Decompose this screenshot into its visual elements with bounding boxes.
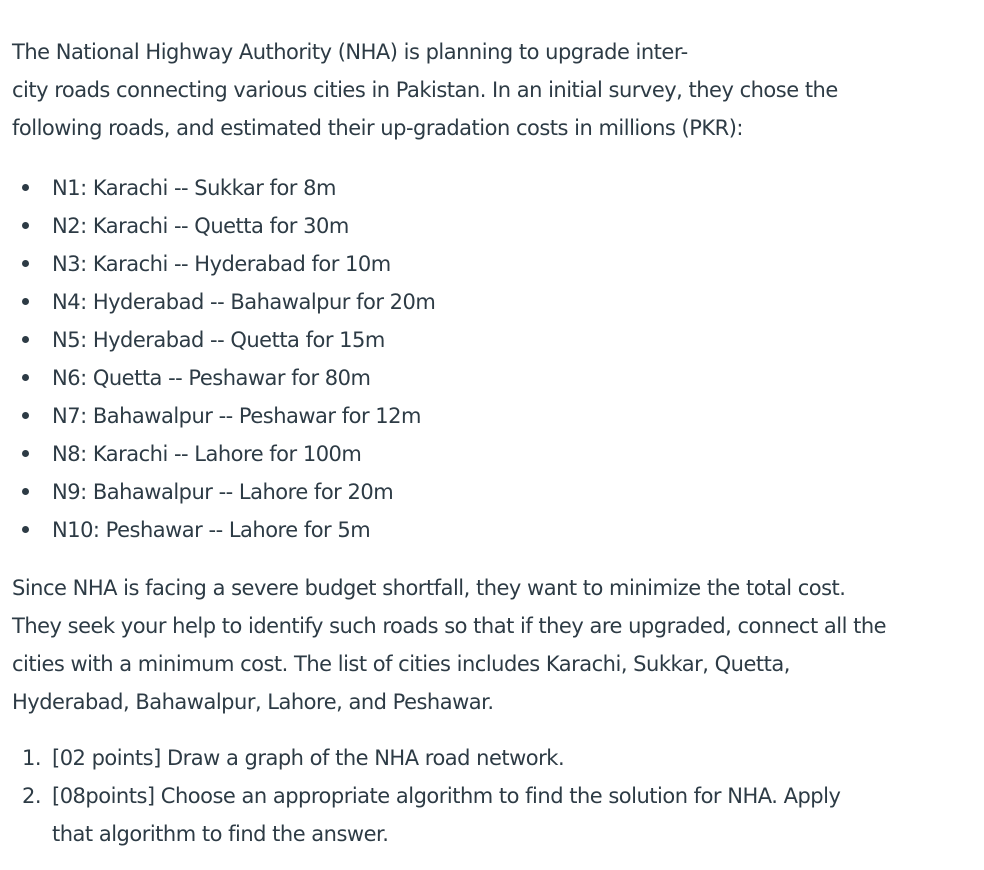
task-text: that algorithm to find the answer. xyxy=(52,822,389,846)
road-item xyxy=(12,207,978,245)
closing-paragraph xyxy=(12,569,978,721)
bullet-icon xyxy=(22,260,29,267)
task-number: 1. xyxy=(22,746,42,770)
road-text: N6: Quetta -- Peshawar for 80m xyxy=(52,366,371,390)
road-item xyxy=(12,511,978,549)
intro-paragraph xyxy=(12,33,978,147)
task-text: [02 points] Draw a graph of the NHA road network. xyxy=(52,746,565,770)
bullet-icon xyxy=(22,184,29,191)
bullet-icon xyxy=(22,374,29,381)
road-item xyxy=(12,397,978,435)
closing-line: cities with a minimum cost. The list of cities includes Karachi, Sukkar, Quetta, xyxy=(12,652,790,676)
bullet-icon xyxy=(22,298,29,305)
bullet-icon xyxy=(22,488,29,495)
intro-line: city roads connecting various cities in Pakistan. In an initial survey, they chose the xyxy=(12,78,838,102)
question-body xyxy=(12,33,978,853)
road-text: N8: Karachi -- Lahore for 100m xyxy=(52,442,362,466)
task-item xyxy=(12,777,978,853)
road-item xyxy=(12,283,978,321)
bullet-icon xyxy=(22,450,29,457)
task-list xyxy=(12,739,978,853)
road-item xyxy=(12,359,978,397)
road-text: N10: Peshawar -- Lahore for 5m xyxy=(52,518,371,542)
road-text: N9: Bahawalpur -- Lahore for 20m xyxy=(52,480,394,504)
bullet-icon xyxy=(22,336,29,343)
road-item xyxy=(12,473,978,511)
road-text: N3: Karachi -- Hyderabad for 10m xyxy=(52,252,391,276)
road-item xyxy=(12,245,978,283)
bullet-icon xyxy=(22,222,29,229)
road-text: N2: Karachi -- Quetta for 30m xyxy=(52,214,349,238)
closing-line: Since NHA is facing a severe budget shortfall, they want to minimize the total cost. xyxy=(12,576,846,600)
closing-line: Hyderabad, Bahawalpur, Lahore, and Peshawar. xyxy=(12,690,494,714)
road-text: N1: Karachi -- Sukkar for 8m xyxy=(52,176,336,200)
bullet-icon xyxy=(22,412,29,419)
road-text: N4: Hyderabad -- Bahawalpur for 20m xyxy=(52,290,436,314)
road-item xyxy=(12,169,978,207)
task-text: [08points] Choose an appropriate algorithm to find the solution for NHA. Apply xyxy=(52,784,841,808)
closing-line: They seek your help to identify such roads so that if they are upgraded, connect all the xyxy=(12,614,887,638)
road-list xyxy=(12,169,978,549)
intro-line: following roads, and estimated their up-gradation costs in millions (PKR): xyxy=(12,116,744,140)
road-text: N5: Hyderabad -- Quetta for 15m xyxy=(52,328,385,352)
road-item xyxy=(12,321,978,359)
bullet-icon xyxy=(22,526,29,533)
road-text: N7: Bahawalpur -- Peshawar for 12m xyxy=(52,404,421,428)
intro-line: The National Highway Authority (NHA) is planning to upgrade inter- xyxy=(12,40,688,64)
road-item xyxy=(12,435,978,473)
task-number: 2. xyxy=(22,784,42,808)
task-item xyxy=(12,739,978,777)
